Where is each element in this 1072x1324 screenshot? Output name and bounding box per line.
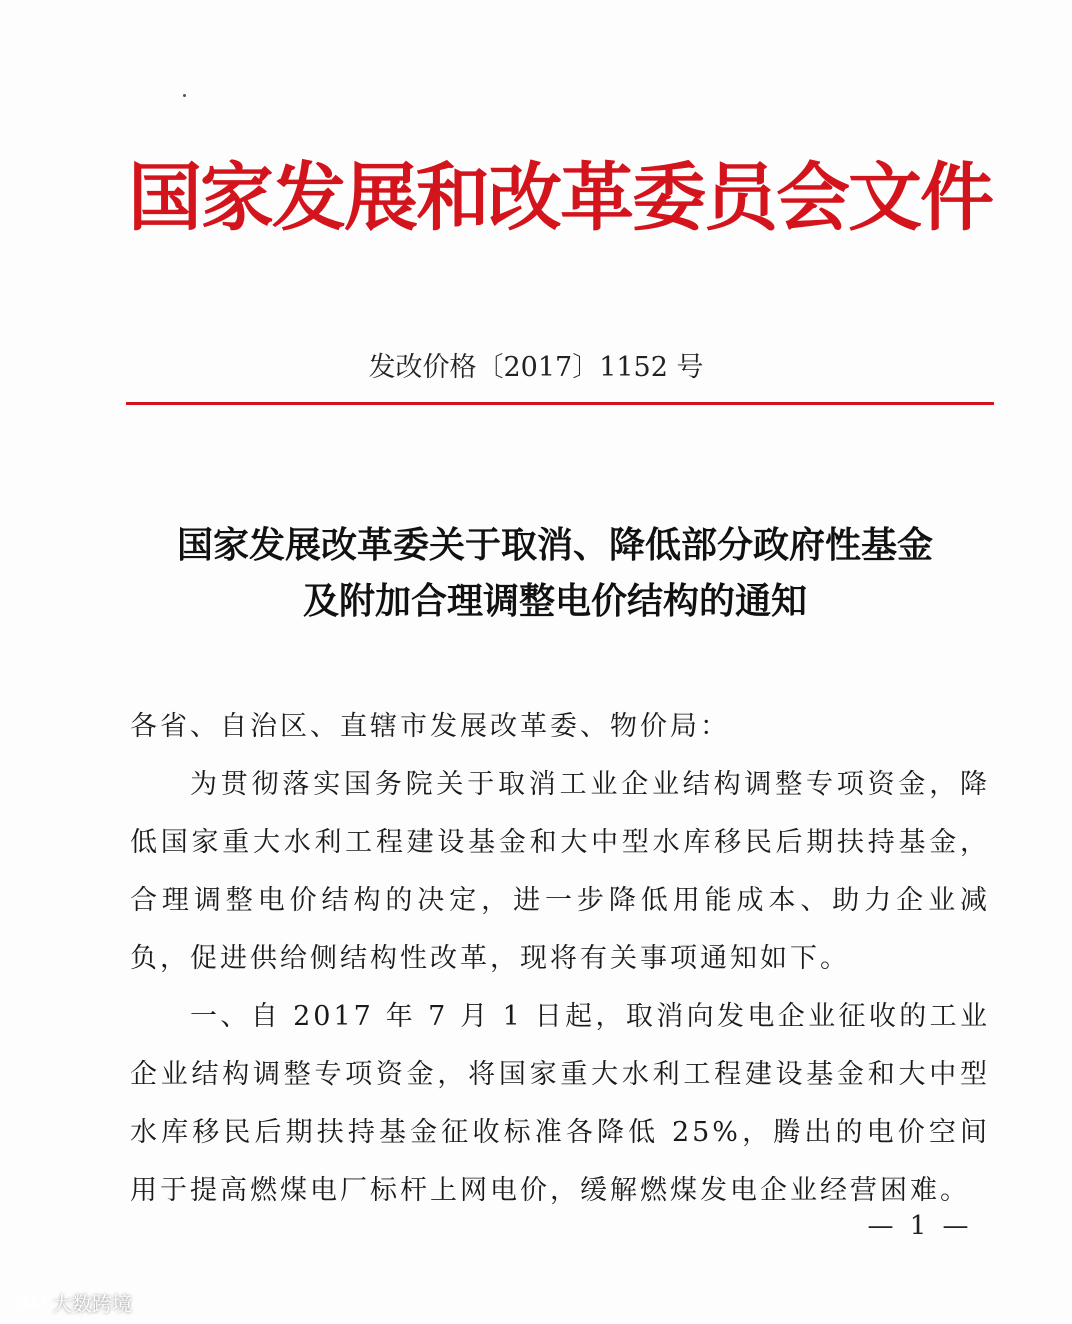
watermark-text: 大数跨境 (52, 1292, 132, 1316)
notice-title-line-2: 及附加合理调整电价结构的通知 (302, 580, 807, 622)
notice-title (100, 517, 1010, 629)
addressee: 各省、自治区、直辖市发展改革委、物价局： (130, 711, 730, 742)
issuer-header-title: 国家发展和改革委员会文件 (128, 155, 992, 241)
document-number: 发改价格〔2017〕1152 号 (368, 352, 704, 383)
watermark (12, 1288, 132, 1317)
notice-title-line-1: 国家发展改革委关于取消、降低部分政府性基金 (176, 524, 933, 566)
paragraph-item-1: 一、自 2017 年 7 月 1 日起，取消向发电企业征收的工业企业结构调整专项资金，将国家重大水利工程建设基金和大中型水库移民后期扶持基金征收标准各降低 25%，腾出的电价空间用于提高燃煤电厂标杆上网电价，缓解燃煤发电企业经营困难。 (130, 1001, 990, 1206)
page-number: — 1 — (867, 1211, 973, 1241)
scan-speck (183, 94, 186, 97)
body-text (130, 698, 990, 1220)
red-separator-line (126, 402, 994, 405)
watermark-logo-icon (12, 1292, 46, 1314)
paragraph-intro: 为贯彻落实国务院关于取消工业企业结构调整专项资金，降低国家重大水利工程建设基金和大中型水库移民后期扶持基金，合理调整电价结构的决定，进一步降低用能成本、助力企业减负，促进供给侧结构性改革，现将有关事项通知如下。 (130, 769, 990, 974)
